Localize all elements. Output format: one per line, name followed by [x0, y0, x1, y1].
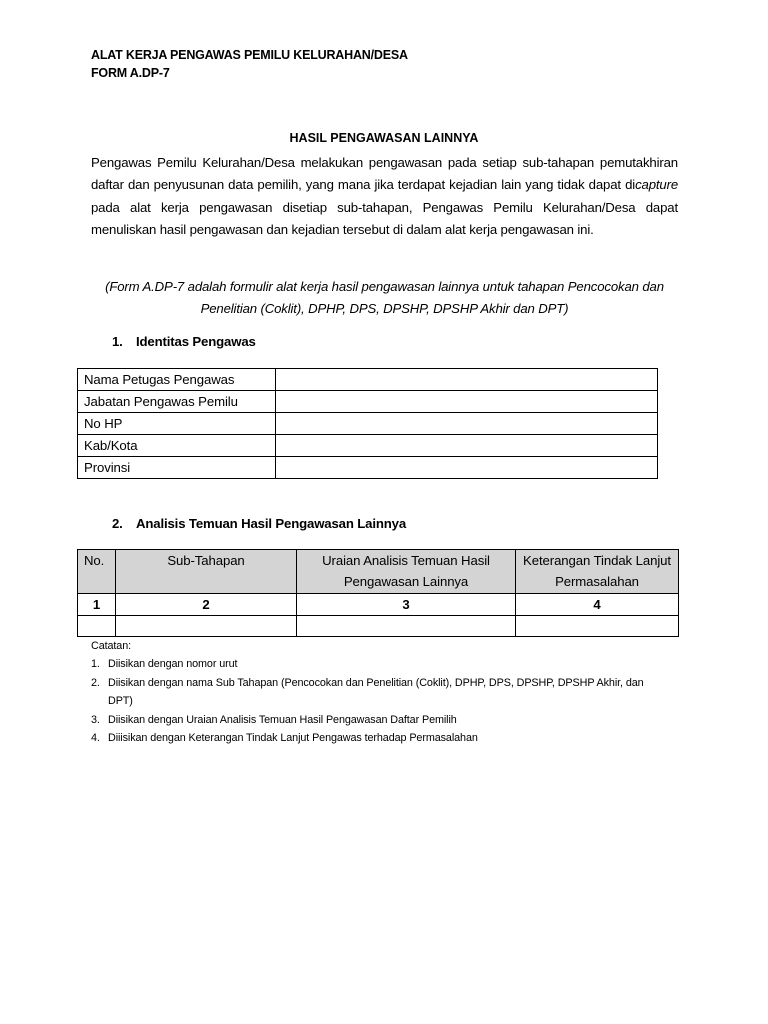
identity-label: No HP	[78, 413, 276, 435]
entry-cell-keterangan[interactable]	[516, 616, 679, 637]
findings-entry-row	[78, 616, 679, 637]
note-item	[91, 674, 671, 711]
identity-row	[78, 413, 658, 435]
note-number: 3.	[91, 713, 100, 726]
entry-cell-sub-tahapan[interactable]	[116, 616, 297, 637]
note-number: 1.	[91, 658, 100, 670]
note-text: Diisikan dengan Uraian Analisis Temuan Hasil Pengawasan Daftar Pemilih	[108, 713, 457, 726]
column-header-uraian: Uraian Analisis Temuan Hasil Pengawasan Lainnya	[297, 550, 516, 594]
identity-value-field[interactable]	[276, 457, 658, 479]
notes-list	[91, 655, 671, 748]
note-number: 2.	[91, 676, 100, 689]
note-item	[91, 655, 671, 674]
findings-header-row	[78, 550, 679, 594]
index-cell: 3	[297, 594, 516, 616]
intro-text-2: pada alat kerja pengawasan disetiap sub-tahapan, Pengawas Pemilu Kelurahan/Desa dapat menuliskan hasil pengawasan dan kejadian tersebut di dalam alat kerja pengawasan ini.	[91, 199, 678, 237]
identity-value-field[interactable]	[276, 435, 658, 457]
note-item	[91, 711, 671, 730]
note-text: Diiisikan dengan Keterangan Tindak Lanjut Pengawas terhadap Permasalahan	[108, 732, 478, 745]
column-header-no: No.	[78, 550, 116, 594]
section-1-heading	[112, 334, 256, 349]
identity-label: Nama Petugas Pengawas	[78, 369, 276, 391]
findings-index-row	[78, 594, 679, 616]
entry-cell-uraian[interactable]	[297, 616, 516, 637]
findings-table	[77, 549, 679, 637]
section-1-title: Identitas Pengawas	[136, 334, 256, 349]
identity-row	[78, 457, 658, 479]
intro-text-1: Pengawas Pemilu Kelurahan/Desa melakukan pengawasan pada setiap sub-tahapan pemutakhiran daftar dan penyusunan data pemilih, yang mana jika terdapat kejadian lain yang tidak dapat di	[91, 155, 678, 193]
identity-label: Provinsi	[78, 457, 276, 479]
index-cell: 2	[116, 594, 297, 616]
identity-value-field[interactable]	[276, 413, 658, 435]
identity-value-field[interactable]	[276, 369, 658, 391]
index-cell: 1	[78, 594, 116, 616]
identity-row	[78, 391, 658, 413]
header-form-code: FORM A.DP-7	[91, 66, 170, 80]
intro-paragraph	[91, 152, 678, 241]
form-note: (Form A.DP-7 adalah formulir alat kerja hasil pengawasan lainnya untuk tahapan Pencocokan dan Penelitian (Coklit), DPHP, DPS, DPSHP, DPSHP Akhir dan DPT)	[105, 279, 664, 316]
column-header-sub-tahapan: Sub-Tahapan	[116, 550, 297, 594]
index-cell: 4	[516, 594, 679, 616]
section-1-number: 1.	[112, 334, 123, 349]
identity-row	[78, 369, 658, 391]
identity-label: Jabatan Pengawas Pemilu	[78, 391, 276, 413]
notes-heading: Catatan:	[91, 640, 132, 652]
section-2-title: Analisis Temuan Hasil Pengawasan Lainnya	[136, 516, 407, 531]
identity-value-field[interactable]	[276, 391, 658, 413]
intro-text-italic: capture	[635, 177, 678, 193]
entry-cell-no[interactable]	[78, 616, 116, 637]
identity-label: Kab/Kota	[78, 435, 276, 457]
header-line-1: ALAT KERJA PENGAWAS PEMILU KELURAHAN/DESA	[91, 48, 408, 62]
column-header-keterangan: Keterangan Tindak Lanjut Permasalahan	[516, 550, 679, 594]
identity-table	[77, 368, 658, 479]
section-2-number: 2.	[112, 516, 123, 531]
note-item	[91, 729, 671, 748]
note-number: 4.	[91, 732, 100, 745]
document-title: HASIL PENGAWASAN LAINNYA	[289, 131, 479, 145]
identity-row	[78, 435, 658, 457]
note-text: Diisikan dengan nomor urut	[108, 658, 238, 670]
note-text: Diisikan dengan nama Sub Tahapan (Pencocokan dan Penelitian (Coklit), DPHP, DPS, DPSHP, DPSHP Akhir, dan DPT)	[108, 676, 644, 708]
section-2-heading	[112, 516, 406, 531]
